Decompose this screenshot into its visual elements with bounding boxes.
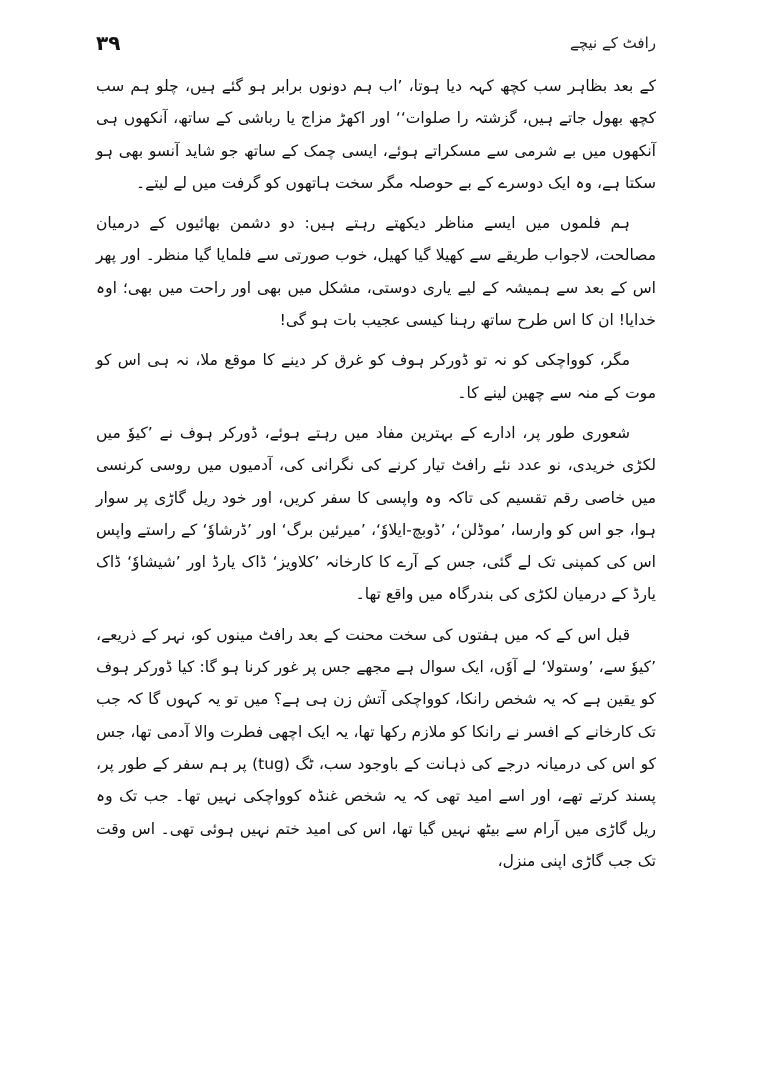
body-text [96,70,656,885]
running-title: رافٹ کے نیچے [570,34,656,52]
paragraph-1: کے بعد بظاہر سب کچھ کہہ دیا ہوتا، ’اب ہم دونوں برابر ہو گئے ہیں، چلو ہم سب کچھ بھول جاتے ہیں، گزشتہ را صلوات‘‘ اور اکھڑ مزاج یا رباشی کے ساتھ، آنکھوں ہی آنکھوں میں بے شرمی سے مسکراتے ہوئے، ایسی چمک کے ساتھ جو شاید آنسو بھی ہو سکتا ہے، وہ ایک دوسرے کے بے حوصلہ مگر سخت ہاتھوں کو گرفت میں لے لیتے۔ [96,77,656,192]
page-header [96,28,656,58]
paragraph-2: ہم فلموں میں ایسے مناظر دیکھتے رہتے ہیں: دو دشمن بھائیوں کے درمیان مصالحت، لاجواب طریقے سے کھیلا گیا کھیل، خوب صورتی سے فلمایا گیا منظر۔ اور پھر اس کے بعد سے ہمیشہ کے لیے یاری دوستی، مشکل میں بھی اور راحت میں بھی؛ اوہ خدایا! ان کا اس طرح ساتھ رہنا کیسی عجیب بات ہو گی! [96,214,656,330]
paragraph-4: شعوری طور پر، ادارے کے بہترین مفاد میں رہتے ہوئے، ڈورکر ہوف نے ’کیوٗ میں لکڑی خریدی، نو عدد نئے رافٹ تیار کرنے کی نگرانی کی، آدمیوں میں روسی کرنسی میں خاصی رقم تقسیم کی تاکہ وہ واپسی کا سفر کریں، اور خود ریل گاڑی پر سوار ہوا، جو اس کو وارسا، ’موڈلن‘، ’ڈوبچ-ایلاوٗ‘، ’میرئین برگ‘ اور ’ڈرشاوٗ‘ کے راستے واپس اس کی کمپنی تک لے گئی، جس کے آرے کا کارخانہ ’کلاویز‘ ڈاک یارڈ اور ’شیشاوٗ‘ ڈاک یارڈ کے درمیان لکڑی کی بندرگاہ میں واقع تھا۔ [96,423,656,604]
paragraph-5: قبل اس کے کہ میں ہفتوں کی سخت محنت کے بعد رافٹ مینوں کو، نہر کے ذریعے، ’کیوٗ سے، ’وستولا‘ لے آوٗں، ایک سوال ہے مجھے جس پر غور کرنا ہو گا: کیا ڈورکر ہوف کو یقین ہے کہ یہ شخص رانکا، کوواچکی آتش زن ہی ہے؟ میں تو یہ کہوں گا کہ جب تک کارخانے کے افسر نے رانکا کو ملازم رکھا تھا، یہ ایک اچھی فطرت والا آدمی تھا، جس کو اس کی درمیانہ درجے کی ذہانت کے باوجود سب، ٹگ (tug) پر ہم سفر کے طور پر، پسند کرتے تھے، اور اسے امید تھی کہ یہ شخص غنڈہ کوواچکی نہیں تھا۔ جب تک وہ ریل گاڑی میں آرام سے بیٹھ نہیں گیا تھا، اس کی امید ختم نہیں ہوئی تھی۔ اس وقت تک جب گاڑی اپنی منزل، [96,625,656,870]
page-number: ۳۹ [96,31,121,55]
paragraph-3: مگر، کوواچکی کو نہ تو ڈورکر ہوف کو غرق کر دینے کا موقع ملا، نہ ہی اس کو موت کے منہ سے چھین لینے کا۔ [96,351,656,402]
